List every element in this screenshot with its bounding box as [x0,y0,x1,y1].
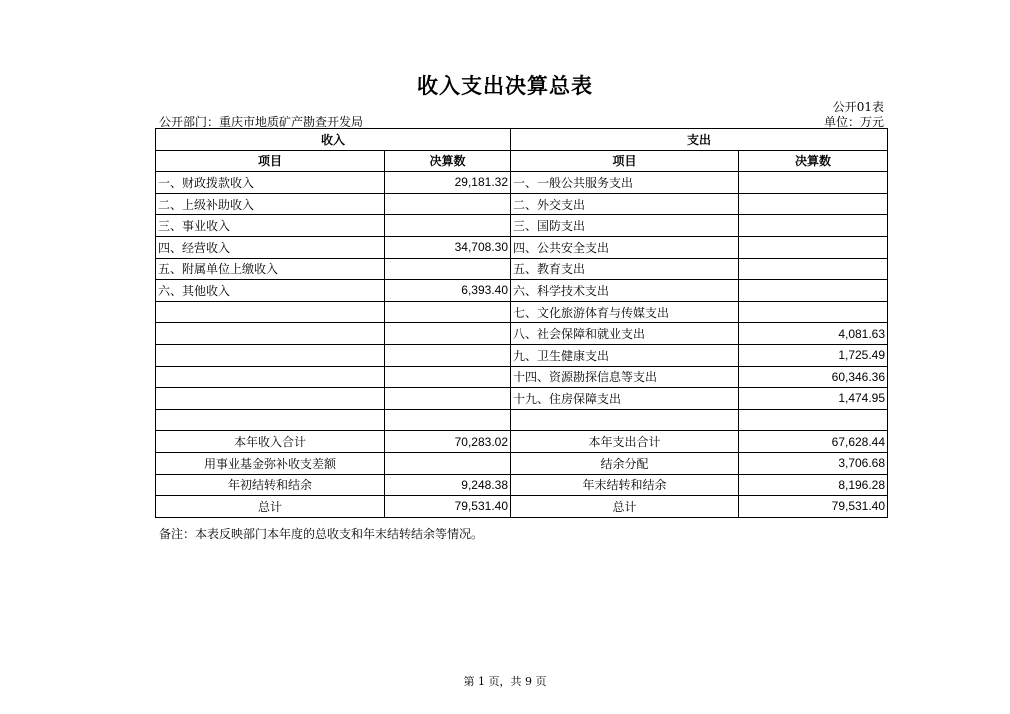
form-number: 公开01表 [832,100,884,114]
income-item-cell [156,301,385,323]
expense-item-cell: 十九、住房保障支出 [511,388,739,410]
table-row [156,258,888,280]
expense-amount-cell [739,172,888,194]
income-item-cell [156,388,385,410]
expense-amount-cell: 60,346.36 [739,366,888,388]
expense-amount-cell: 67,628.44 [739,431,888,453]
page-title: 收入支出决算总表 [417,74,593,98]
budget-table [155,128,888,518]
income-amount-header: 决算数 [385,150,511,172]
table-row [156,323,888,345]
expense-item-cell [511,409,739,431]
income-item-cell [156,323,385,345]
income-item-cell [156,409,385,431]
expense-item-cell: 年末结转和结余 [511,474,739,496]
income-section-header: 收入 [156,129,511,151]
income-amount-cell [385,258,511,280]
expense-amount-header: 决算数 [739,150,888,172]
table-row [156,236,888,258]
income-item-cell: 年初结转和结余 [156,474,385,496]
expense-amount-cell [739,215,888,237]
income-amount-cell: 70,283.02 [385,431,511,453]
table-row [156,344,888,366]
expense-item-cell: 九、卫生健康支出 [511,344,739,366]
summary-row [156,496,888,518]
expense-item-header: 项目 [511,150,739,172]
table-row [156,193,888,215]
income-item-cell [156,366,385,388]
expense-item-cell: 八、社会保障和就业支出 [511,323,739,345]
income-amount-cell [385,366,511,388]
expense-item-cell: 四、公共安全支出 [511,236,739,258]
table-row [156,409,888,431]
table-row [156,388,888,410]
income-item-cell: 本年收入合计 [156,431,385,453]
expense-amount-cell: 3,706.68 [739,452,888,474]
section-header-row [156,129,888,151]
expense-amount-cell: 1,725.49 [739,344,888,366]
expense-item-cell: 结余分配 [511,452,739,474]
summary-row [156,431,888,453]
expense-amount-cell [739,236,888,258]
income-amount-cell: 79,531.40 [385,496,511,518]
expense-item-cell: 六、科学技术支出 [511,280,739,302]
expense-item-cell: 二、外交支出 [511,193,739,215]
table-row [156,366,888,388]
income-item-cell: 一、财政拨款收入 [156,172,385,194]
page-footer: 第 1 页，共 9 页 [463,675,547,688]
expense-item-cell: 总计 [511,496,739,518]
table-row [156,172,888,194]
income-item-header: 项目 [156,150,385,172]
expense-item-cell: 一、一般公共服务支出 [511,172,739,194]
table-row [156,215,888,237]
income-amount-cell [385,301,511,323]
expense-section-header: 支出 [511,129,888,151]
income-amount-cell [385,344,511,366]
expense-amount-cell [739,301,888,323]
expense-item-cell: 五、教育支出 [511,258,739,280]
expense-amount-cell: 4,081.63 [739,323,888,345]
income-item-cell [156,344,385,366]
income-item-cell: 六、其他收入 [156,280,385,302]
income-amount-cell [385,323,511,345]
expense-item-cell: 本年支出合计 [511,431,739,453]
income-amount-cell [385,388,511,410]
income-item-cell: 总计 [156,496,385,518]
unit-label: 单位：万元 [823,115,884,129]
expense-amount-cell: 1,474.95 [739,388,888,410]
income-item-cell: 用事业基金弥补收支差额 [156,452,385,474]
income-amount-cell [385,215,511,237]
table-note: 备注：本表反映部门本年度的总收支和年末结转结余等情况。 [159,527,484,541]
expense-item-cell: 十四、资源勘探信息等支出 [511,366,739,388]
expense-amount-cell: 8,196.28 [739,474,888,496]
expense-amount-cell [739,409,888,431]
income-item-cell: 五、附属单位上缴收入 [156,258,385,280]
income-amount-cell: 9,248.38 [385,474,511,496]
income-amount-cell [385,452,511,474]
table-row [156,280,888,302]
summary-row [156,452,888,474]
expense-item-cell: 七、文化旅游体育与传媒支出 [511,301,739,323]
table-row [156,301,888,323]
department-label: 公开部门：重庆市地质矿产勘查开发局 [159,115,364,129]
expense-amount-cell: 79,531.40 [739,496,888,518]
expense-amount-cell [739,258,888,280]
income-item-cell: 四、经营收入 [156,236,385,258]
summary-row [156,474,888,496]
income-amount-cell: 29,181.32 [385,172,511,194]
income-item-cell: 二、上级补助收入 [156,193,385,215]
expense-amount-cell [739,193,888,215]
expense-amount-cell [739,280,888,302]
income-amount-cell [385,193,511,215]
income-amount-cell: 6,393.40 [385,280,511,302]
income-item-cell: 三、事业收入 [156,215,385,237]
income-amount-cell [385,409,511,431]
expense-item-cell: 三、国防支出 [511,215,739,237]
income-amount-cell: 34,708.30 [385,236,511,258]
column-header-row [156,150,888,172]
